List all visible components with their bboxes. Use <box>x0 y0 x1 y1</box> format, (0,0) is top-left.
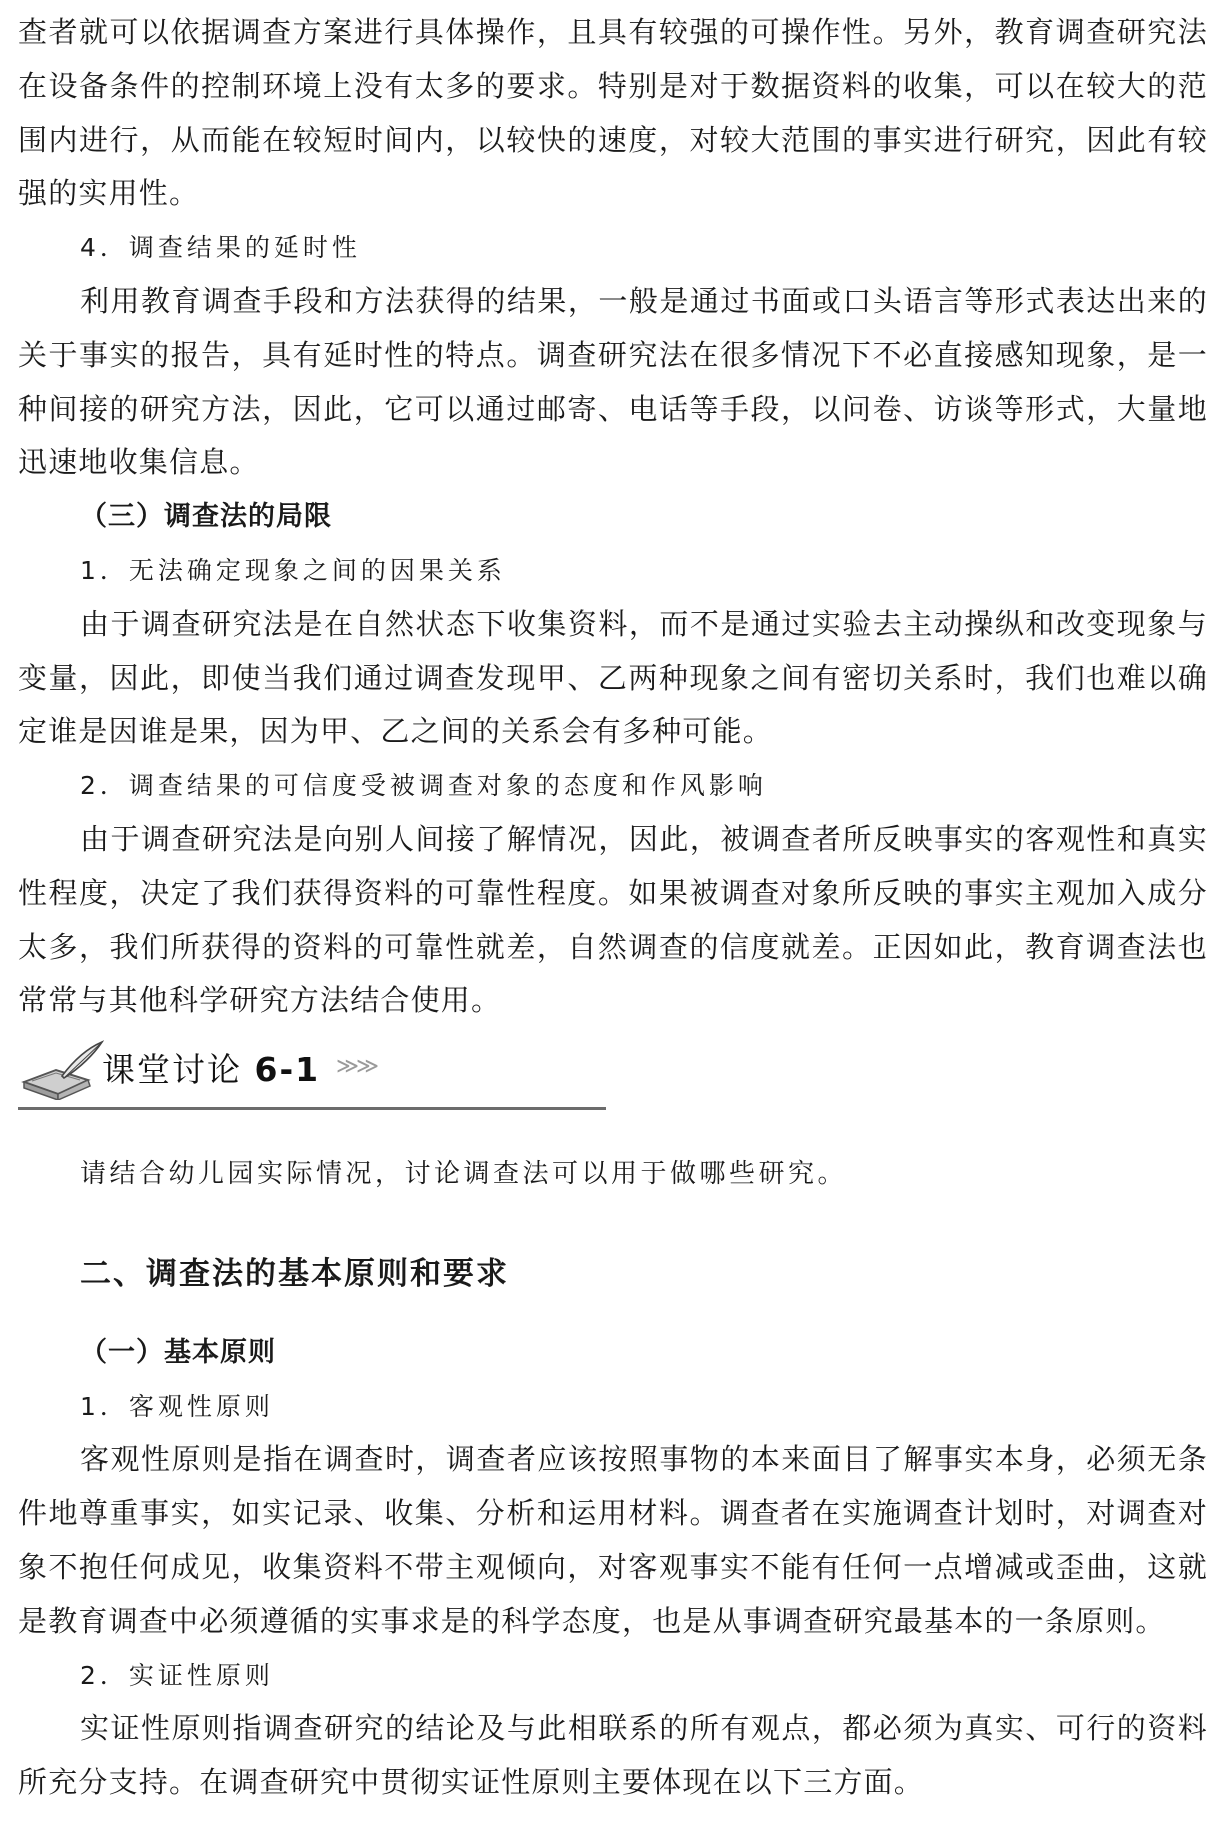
discussion-title <box>102 1044 320 1091</box>
section-3-heading: （三）调查法的局限 <box>80 501 332 533</box>
discussion-label: 课堂讨论 <box>102 1050 242 1090</box>
limit-1-heading: 1．无法确定现象之间的因果关系 <box>80 555 506 585</box>
item-4-paragraph: 利用教育调查手段和方法获得的结果，一般是通过书面或口头语言等形式表达出来的关于事实的报告，具有延时性的特点。调查研究法在很多情况下不必直接感知现象，是一种间接的研究方法，因此，它可以通过邮寄、电话等手段，以问卷、访谈等形式，大量地迅速地收集信息。 <box>18 283 1208 480</box>
principle-2-heading: 2．实证性原则 <box>80 1660 274 1690</box>
discussion-number: 6-1 <box>254 1050 321 1090</box>
limit-2-paragraph: 由于调查研究法是向别人间接了解情况，因此，被调查者所反映事实的客观性和真实性程度，决定了我们获得资料的可靠性程度。如果被调查对象所反映的事实主观加入成分太多，我们所获得的资料的可靠性就差，自然调查的信度就差。正因如此，教育调查法也常常与其他科学研究方法结合使用。 <box>18 821 1208 1018</box>
limit-1-paragraph: 由于调查研究法是在自然状态下收集资料，而不是通过实验去主动操纵和改变现象与变量，因此，即使当我们通过调查发现甲、乙两种现象之间有密切关系时，我们也难以确定谁是因谁是果，因为甲、乙之间的关系会有多种可能。 <box>18 606 1208 749</box>
paragraph-continuation: 查者就可以依据调查方案进行具体操作，且具有较强的可操作性。另外，教育调查研究法在设备条件的控制环境上没有太多的要求。特别是对于数据资料的收集，可以在较大的范围内进行，从而能在较短时间内，以较快的速度，对较大范围的事实进行研究，因此有较强的实用性。 <box>18 15 1208 211</box>
section-1-heading: （一）基本原则 <box>80 1336 276 1368</box>
limit-2-heading: 2．调查结果的可信度受被调查对象的态度和作风影响 <box>80 771 767 801</box>
class-discussion-box <box>18 1030 1208 1120</box>
principle-2-paragraph: 实证性原则指调查研究的结论及与此相联系的所有观点，都必须为真实、可行的资料所充分支持。在调查研究中贯彻实证性原则主要体现在以下三方面。 <box>18 1711 1208 1800</box>
principle-1-heading: 1．客观性原则 <box>80 1391 274 1421</box>
document-page <box>18 6 1208 1810</box>
principle-1-paragraph: 客观性原则是指在调查时，调查者应该按照事物的本来面目了解事实本身，必须无条件地尊重事实，如实记录、收集、分析和运用材料。调查者在实施调查计划时，对调查对象不抱任何成见，收集资料不带主观倾向，对客观事实不能有任何一点增减或歪曲，这就是教育调查中必须遵循的实事求是的科学态度，也是从事调查研究最基本的一条原则。 <box>18 1442 1208 1638</box>
section-two-heading: 二、调查法的基本原则和要求 <box>80 1255 509 1292</box>
book-quill-icon <box>18 1040 104 1100</box>
double-arrow-icon: ≫≫ <box>336 1054 377 1080</box>
discussion-divider <box>18 1107 606 1110</box>
item-4-heading: 4．调查结果的延时性 <box>80 233 361 263</box>
discussion-question: 请结合幼儿园实际情况，讨论调查法可以用于做哪些研究。 <box>80 1159 848 1190</box>
